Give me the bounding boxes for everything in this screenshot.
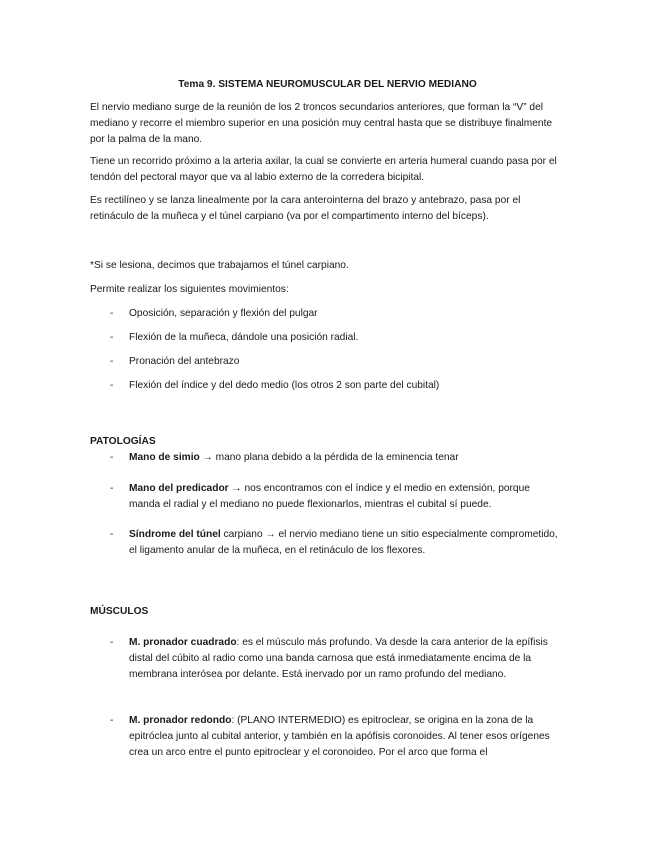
bullet-dash: -	[110, 715, 114, 726]
movement-item	[90, 354, 560, 370]
muscle-item	[90, 635, 560, 683]
muscles-heading: MÚSCULOS	[90, 606, 149, 617]
muscle-term: M. pronador redondo	[129, 715, 232, 726]
pathology-description: carpiano → el nervio mediano tiene un sitio especialmente comprometido, el ligamento anular de la muñeca, en el retináculo de los flexores.	[129, 529, 558, 556]
muscle-term: M. pronador cuadrado	[129, 637, 237, 648]
pathology-item	[90, 481, 560, 513]
pathology-description: → mano plana debido a la pérdida de la eminencia tenar	[199, 452, 459, 463]
movement-item	[90, 330, 560, 346]
movements-intro: Permite realizar los siguientes movimientos:	[90, 284, 289, 295]
movement-item	[90, 378, 560, 394]
bullet-dash: -	[110, 529, 114, 540]
pathology-description: → nos encontramos con el índice y el medio en extensión, porque manda el radial y el mediano no puede flexionarlos, mientras el cubital sí puede.	[129, 483, 530, 510]
muscle-description: : es el músculo más profundo. Va desde la cara anterior de la epífisis distal del cúbito al radio como una banda carnosa que está inmediatamente encima de la membrana interósea por delante. Está inervado por un ramo profundo del mediano.	[129, 637, 548, 680]
bullet-dash: -	[110, 483, 114, 494]
lesion-note: *Si se lesiona, decimos que trabajamos el túnel carpiano.	[90, 260, 349, 271]
pathology-term: Síndrome del túnel	[129, 529, 221, 540]
bullet-dash: -	[110, 380, 114, 391]
intro-paragraph: Es rectilíneo y se lanza linealmente por la cara anterointerna del brazo y antebrazo, pasa por el retináculo de la muñeca y el túnel carpiano (va por el compartimento interno del bíceps).	[90, 195, 521, 222]
movement-text: Flexión de la muñeca, dándole una posición radial.	[129, 332, 359, 343]
movement-text: Flexión del índice y del dedo medio (los otros 2 son parte del cubital)	[129, 380, 440, 391]
pathology-term: Mano de simio	[129, 452, 200, 463]
muscle-description: : (PLANO INTERMEDIO) es epitroclear, se origina en la zona de la epitróclea junto al cubital anterior, y también en la apófisis coronoides. Al tener esos orígenes crea un arco entre el punto epitroclear y el coronoideo. Por el arco que forma el	[129, 715, 550, 758]
movement-text: Pronación del antebrazo	[129, 356, 240, 367]
movement-text: Oposición, separación y flexión del pulgar	[129, 308, 318, 319]
intro-paragraph: El nervio mediano surge de la reunión de los 2 troncos secundarios anteriores, que forman la “V” del mediano y recorre el miembro superior en una posición muy central hasta que se distribuye finalmente por la palma de la mano.	[90, 102, 553, 145]
pathology-term: Mano del predicador	[129, 483, 229, 494]
pathology-item	[90, 450, 560, 466]
bullet-dash: -	[110, 637, 114, 648]
muscle-item	[90, 713, 560, 761]
bullet-dash: -	[110, 452, 114, 463]
intro-paragraph: Tiene un recorrido próximo a la arteria axilar, la cual se convierte en arteria humeral cuando pasa por el tendón del pectoral mayor que va al labio externo de la corredera bicipital.	[90, 156, 557, 183]
pathologies-heading: PATOLOGÍAS	[90, 436, 156, 447]
bullet-dash: -	[110, 332, 114, 343]
movement-item	[90, 306, 560, 322]
page-title: Tema 9. SISTEMA NEUROMUSCULAR DEL NERVIO MEDIANO	[178, 79, 477, 90]
bullet-dash: -	[110, 308, 114, 319]
bullet-dash: -	[110, 356, 114, 367]
pathology-item	[90, 527, 560, 559]
